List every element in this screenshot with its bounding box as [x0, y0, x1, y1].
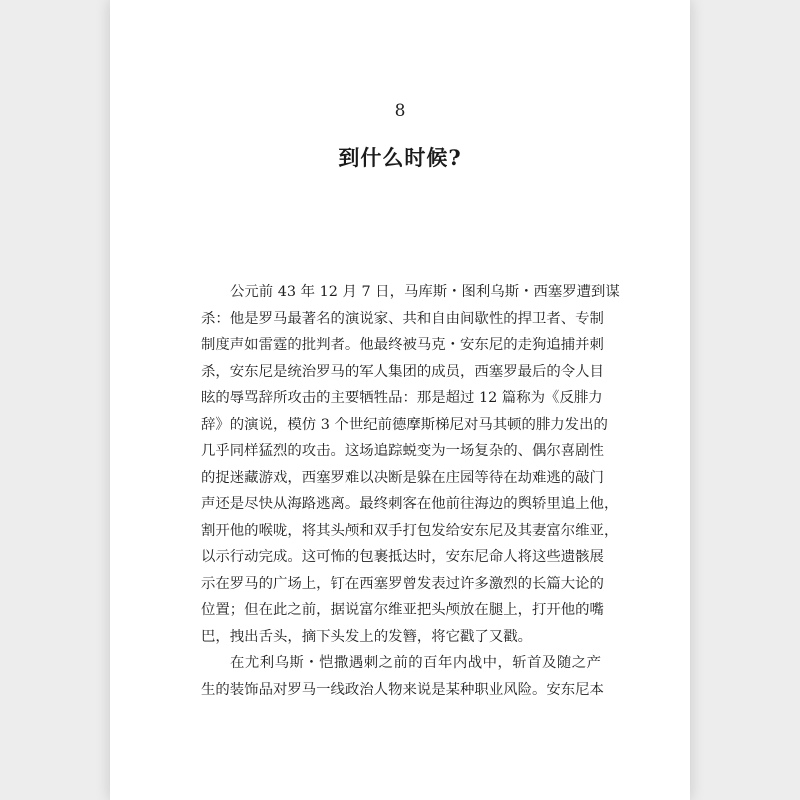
text-line: 巴，拽出舌头，摘下头发上的发簪，将它戳了又戳。 [201, 628, 532, 645]
text-line: 眩的辱骂辞所攻击的主要牺牲品：那是超过 12 篇称为《反腓力 [201, 390, 603, 406]
text-line: 以示行动完成。这可怖的包裹抵达时，安东尼命人将这些遗骸展 [201, 549, 604, 565]
text-line: 公元前 43 年 12 月 7 日，马库斯・图利乌斯・西塞罗遭到谋 [230, 284, 620, 300]
paragraph [201, 279, 620, 650]
text-line: 示在罗马的广场上，钉在西塞罗曾发表过许多激烈的长篇大论的 [201, 575, 604, 592]
text-line: 在尤利乌斯・恺撒遇刺之前的百年内战中，斩首及随之产 [230, 655, 601, 671]
text-line: 生的装饰品对罗马一线政治人物来说是某种职业风险。安东尼本 [201, 681, 604, 698]
paragraph [201, 650, 604, 703]
text-line: 杀：他是罗马最著名的演说家、共和自由间歇性的捍卫者、专制 [201, 310, 604, 327]
text-line: 割开他的喉咙，将其头颅和双手打包发给安东尼及其妻富尔维亚， [201, 522, 619, 539]
text-line: 几乎同样猛烈的攻击。这场追踪蜕变为一场复杂的、偶尔喜剧性 [201, 443, 604, 459]
chapter-number: 8 [394, 101, 406, 121]
text-line: 的捉迷藏游戏，西塞罗难以决断是躲在庄园等待在劫难逃的敲门 [201, 469, 604, 486]
text-line: 位置；但在此之前，据说富尔维亚把头颅放在腿上，打开他的嘴 [201, 602, 604, 618]
text-line: 杀，安东尼是统治罗马的军人集团的成员，西塞罗最后的令人目 [201, 363, 604, 380]
text-line: 制度声如雷霆的批判者。他最终被马克・安东尼的走狗追捕并刺 [201, 337, 604, 353]
text-line: 声还是尽快从海路逃离。最终刺客在他前往海边的舆轿里追上他， [201, 496, 619, 512]
text-line: 辞》的演说，模仿 3 个世纪前德摩斯梯尼对马其顿的腓力发出的 [201, 416, 608, 433]
chapter-title: 到什么时候? [338, 145, 462, 170]
body-text [201, 279, 620, 703]
book-page [110, 0, 690, 800]
